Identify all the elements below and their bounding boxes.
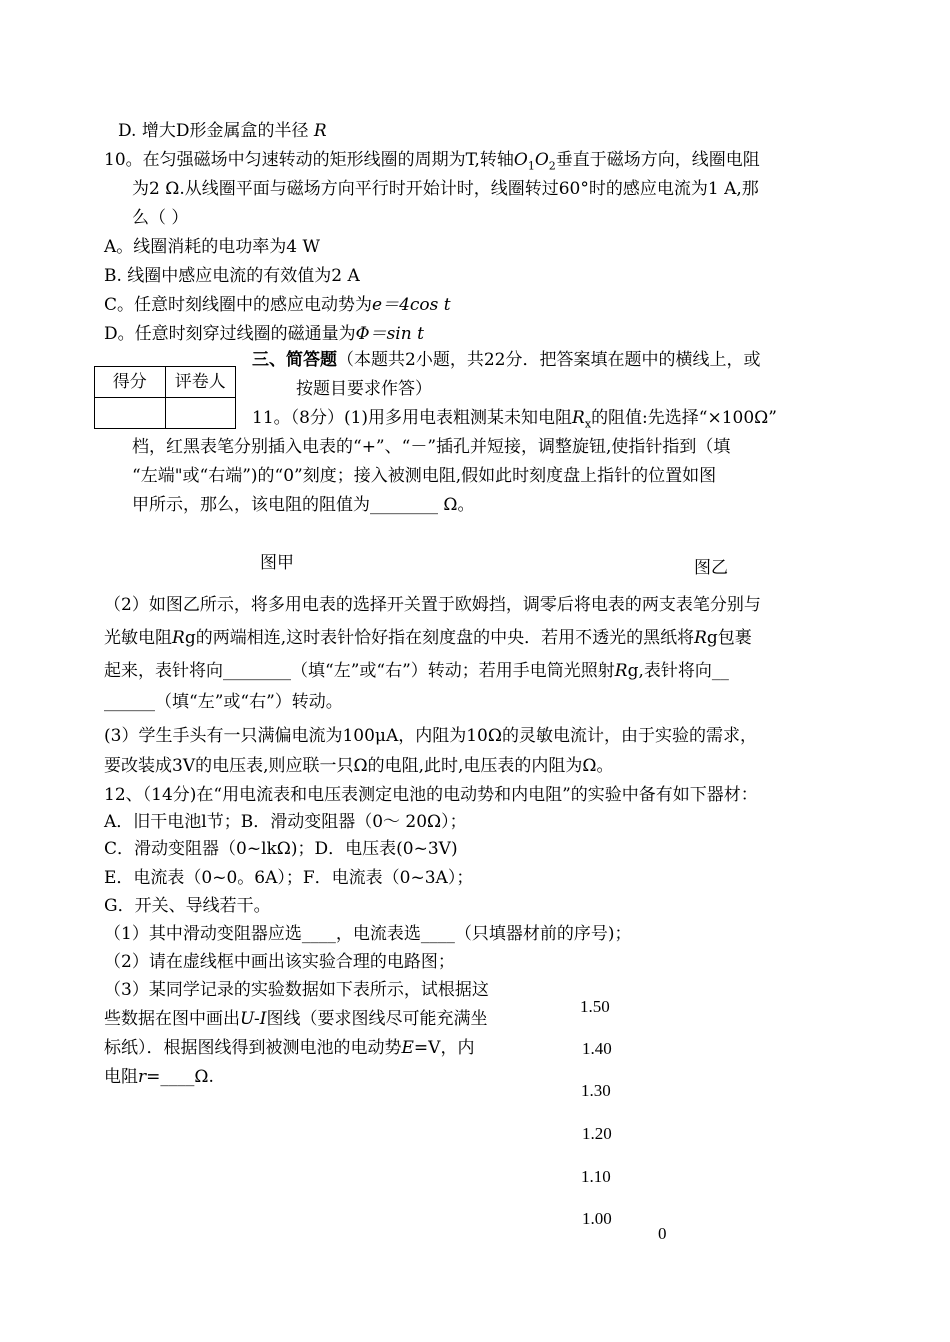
score-table-header-row [95,367,236,398]
q11-part2-l3-text-a: 起来，表针将向________（填“左”或“右”）转动；若用手电筒光照射 [104,661,615,681]
section-3-title: 三、简答题 [252,350,337,370]
q11-rg-var-3: R [614,661,628,681]
section-3-heading [252,346,760,374]
score-header: 得分 [95,367,166,398]
q12-line-1: 12、（14分)在“用电流表和电压表测定电池的电动势和内电阻”的实验中备有如下器材： [104,785,758,805]
q11-part3-line-1: (3）学生手头有一只满偏电流为100μA，内阻为10Ω的灵敏电流计，由于实验的需求， [104,726,757,746]
q12-item-1: A．旧干电池l节；B．滑动变阻器（0～ 20Ω）； [104,812,467,832]
score-value-cell [95,398,166,429]
q10-option-b: B. 线圈中感应电流的有效值为2 A [104,266,360,286]
q11-part2-line-1: （2）如图乙所示，将多用电表的选择开关置于欧姆挡，调零后将电表的两支表笔分别与 [104,595,761,615]
q11-part2-line-2 [104,624,752,652]
q11-line-1 [252,404,777,432]
score-table [94,366,236,429]
q10-option-d-formula: Φ＝sin t [355,324,424,344]
q12-p3-l4-text-b: =____Ω. [146,1067,214,1087]
q10-axis-sub1: 1 [527,159,535,173]
q12-r-var: r [138,1067,147,1087]
q10-axis-o2: O [534,150,549,170]
q10-axis-sub2: 2 [548,159,556,173]
section-3-desc-2: 按题目要求作答） [296,379,432,399]
q12-part-3-line-4 [104,1063,214,1091]
y-tick-label: 1.00 [582,1209,612,1228]
q12-part-1: （1）其中滑动变阻器应选____，电流表选____（只填器材前的序号)； [104,924,632,944]
figure-b-caption: 图乙 [694,558,728,578]
q10-axis-o1: O [513,150,528,170]
q10-option-d [104,320,424,348]
q12-e-var: E [401,1038,414,1058]
q10-option-c [104,291,451,319]
y-tick-label: 1.50 [580,997,610,1016]
q12-p3-l3-text-a: 标纸）．根据图线得到被测电池的电动势 [104,1038,402,1058]
q9-option-d-text: D. 增大D形金属盒的半径 [118,121,309,141]
section-3-desc-1: （本题共2小题，共22分．把答案填在题中的横线上，或 [337,350,761,370]
q9-option-d-var: R [313,121,327,141]
q10-option-c-text: C。任意时刻线圈中的感应电动势为 [104,295,373,315]
y-tick-label: 1.30 [581,1081,611,1100]
score-table-value-row [95,398,236,429]
q12-part-3-line-2 [104,1005,488,1033]
q11-line-3: “左端"或“右端”)的“0”刻度；接入被测电阻,假如此时刻度盘上指针的位置如图 [132,466,717,486]
q11-line-1-text: 11。（8分）(1)用多用电表粗测某未知电阻 [252,408,573,428]
q12-part-3-line-1: （3）某同学记录的实验数据如下表所示，试根据这 [104,980,489,1000]
q10-stem-text-2: 垂直于磁场方向，线圈电阻 [555,150,760,170]
q12-p3-l4-text-a: 电阻 [104,1067,138,1087]
y-tick-label: 1.10 [581,1167,611,1186]
q10-stem-line-2: 为2 Ω.从线圈平面与磁场方向平行时开始计时，线圈转过60°时的感应电流为1 A,那 [132,179,759,199]
y-tick-label: 1.20 [582,1124,612,1143]
grader-header: 评卷人 [165,367,236,398]
q11-part2-text-c: g包裹 [706,628,752,648]
q10-option-d-text: D。任意时刻穿过线圈的磁通量为 [104,324,356,344]
q12-part-3-line-3 [104,1034,474,1062]
q11-rg-var-2: R [694,628,707,648]
q12-item-2: C．滑动变阻器（0~lkΩ)；D．电压表(0~3V) [104,839,458,859]
q12-item-4: G．开关、导线若干。 [104,896,271,916]
q9-option-d [118,117,327,145]
q11-part2-l3-text-b: g,表针将向__ [627,661,729,681]
q10-option-a: A。线圈消耗的电功率为4 W [104,237,320,257]
y-tick-label: 1.40 [582,1039,612,1058]
q12-ui-var: U-I [240,1009,267,1029]
q12-p3-l2-text-b: 图线（要求图线尽可能充满坐 [266,1009,488,1029]
q12-part-2: （2）请在虚线框中画出该实验合理的电路图； [104,952,455,972]
q12-p3-l2-text-a: 些数据在图中画出 [104,1009,240,1029]
q11-part2-line-4: ______（填“左”或“右”）转动。 [104,692,343,712]
q11-part3-line-2: 要改装成3V的电压表,则应联一只Ω的电阻,此时,电压表的内阻为Ω。 [104,756,614,776]
q10-stem-text: 在匀强磁场中匀速转动的矩形线圈的周期为T,转轴 [142,150,514,170]
q11-rx-sub: x [584,417,592,431]
graph-origin-label: 0 [658,1224,667,1243]
grader-value-cell [165,398,236,429]
q12-item-3: E．电流表（0~0。6A）；F．电流表（0~3A）； [104,868,474,888]
q11-rg-var: R [172,628,185,648]
q11-line-4: 甲所示，那么，该电阻的阻值为________ Ω。 [132,495,475,515]
q12-p3-l3-text-b: =V，内 [413,1038,475,1058]
q11-line-1-text-2: 的阻值:先选择“×100Ω” [591,408,777,428]
q10-stem-line-1 [104,146,760,174]
q11-part2-line-3 [104,657,729,685]
q10-option-c-formula: e＝4cos t [372,295,451,315]
q11-rx-var: R [572,408,585,428]
q10-number: 10。 [104,150,143,170]
q11-line-2: 档，红黑表笔分别插入电表的“+”、“－”插孔并短接，调整旋钮,使指针指到（填 [132,437,731,457]
figure-a-caption: 图甲 [260,553,294,573]
q11-part2-text-b: g的两端相连,这时表针恰好指在刻度盘的中央．若用不透光的黑纸将 [184,628,695,648]
q10-stem-line-3: 么（ ） [132,208,189,228]
q11-part2-text-a: 光敏电阻 [104,628,172,648]
